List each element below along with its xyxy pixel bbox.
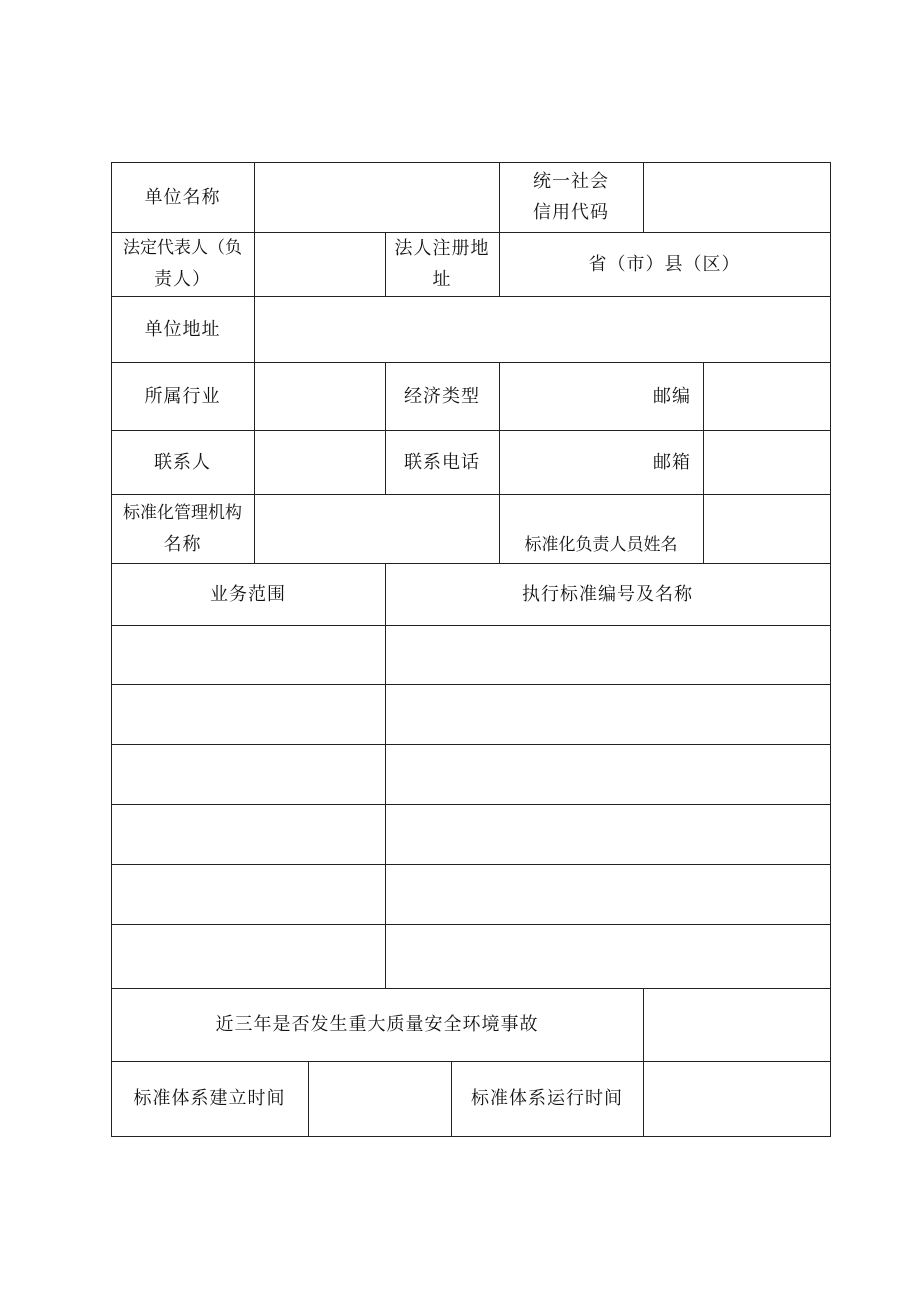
std-org-label: 标准化管理机构 名称 <box>123 502 242 555</box>
unit-name-label: 单位名称 <box>144 186 221 208</box>
business-scope-header: 业务范围 <box>210 583 286 605</box>
business-scope-entry[interactable] <box>112 805 385 864</box>
postcode-field[interactable] <box>704 363 830 430</box>
standard-entry[interactable] <box>386 626 830 684</box>
system-running-label: 标准体系运行时间 <box>471 1088 623 1109</box>
accident-label: 近三年是否发生重大质量安全环境事故 <box>215 1014 539 1035</box>
reg-address-label: 法人注册地 址 <box>394 238 490 290</box>
standard-entry[interactable] <box>386 865 830 924</box>
industry-label: 所属行业 <box>144 385 221 407</box>
business-scope-entry[interactable] <box>112 865 385 924</box>
registration-form-table <box>111 162 831 1138</box>
standard-entry[interactable] <box>386 685 830 744</box>
system-running-field[interactable] <box>644 1062 830 1136</box>
business-scope-entry[interactable] <box>112 626 385 684</box>
legal-rep-label: 法定代表人（负 责人） <box>123 238 242 290</box>
contact-field[interactable] <box>255 431 385 494</box>
postcode-label: 邮编 <box>653 385 691 407</box>
business-scope-entry[interactable] <box>112 925 385 988</box>
credit-code-field[interactable] <box>644 163 830 232</box>
business-scope-entry[interactable] <box>112 685 385 744</box>
unit-name-field[interactable] <box>255 163 499 232</box>
contact-label: 联系人 <box>154 451 211 473</box>
unit-address-label: 单位地址 <box>144 318 221 340</box>
standard-entry[interactable] <box>386 805 830 864</box>
std-person-field[interactable] <box>704 495 830 563</box>
std-person-label: 标准化负责人员姓名 <box>524 535 678 555</box>
standard-entry[interactable] <box>386 745 830 804</box>
system-established-field[interactable] <box>309 1062 451 1136</box>
legal-rep-field[interactable] <box>255 233 385 296</box>
email-label: 邮箱 <box>653 451 691 473</box>
standard-entry[interactable] <box>386 925 830 988</box>
standards-header: 执行标准编号及名称 <box>522 583 693 605</box>
table-border-right <box>830 162 831 1137</box>
business-scope-entry[interactable] <box>112 745 385 804</box>
email-field[interactable] <box>704 431 830 494</box>
contact-phone-label: 联系电话 <box>404 451 480 473</box>
reg-address-value[interactable]: 省（市）县（区） <box>588 253 741 275</box>
system-established-label: 标准体系建立时间 <box>133 1088 286 1109</box>
credit-code-label: 统一社会 信用代码 <box>533 171 609 223</box>
economic-type-label: 经济类型 <box>404 385 480 407</box>
table-border-bottom <box>111 1136 831 1137</box>
industry-field[interactable] <box>255 363 385 430</box>
std-org-field[interactable] <box>255 495 499 563</box>
unit-address-field[interactable] <box>255 297 830 362</box>
accident-field[interactable] <box>644 989 830 1061</box>
